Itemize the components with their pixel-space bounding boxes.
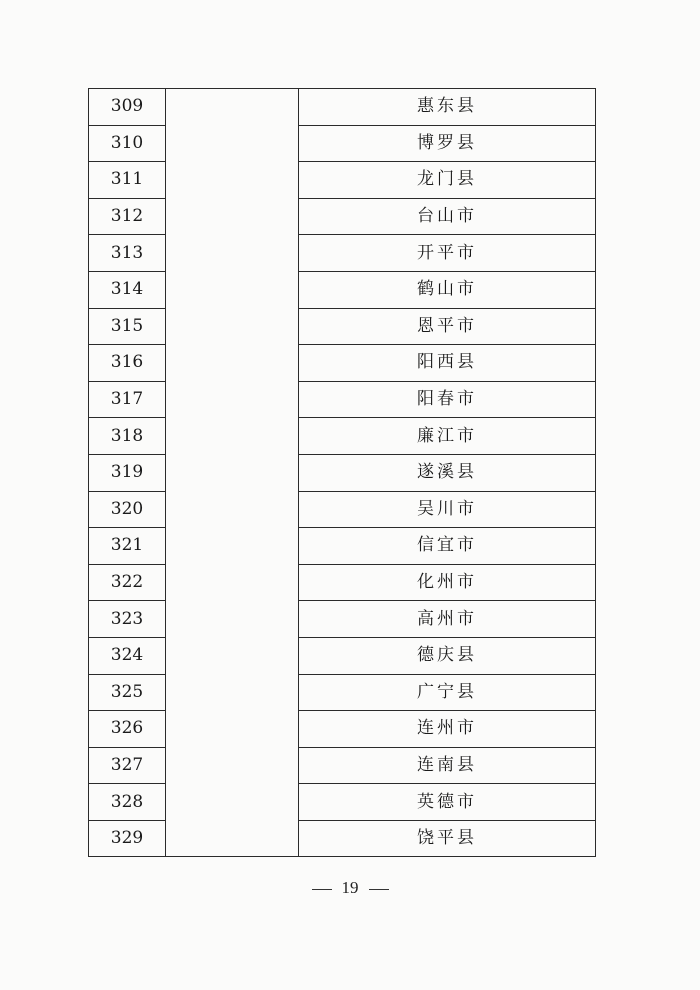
row-number-cell: 310: [89, 125, 166, 162]
table-row: [89, 747, 596, 784]
table-row: [89, 198, 596, 235]
county-name-cell: 英德市: [299, 784, 596, 821]
right-dash: [369, 889, 389, 890]
row-number-cell: 316: [89, 345, 166, 382]
table-row: [89, 235, 596, 272]
row-number-cell: 320: [89, 491, 166, 528]
row-number-cell: 319: [89, 454, 166, 491]
county-name-cell: 连南县: [299, 747, 596, 784]
page-number: 19: [341, 878, 359, 897]
county-name-cell: 吴川市: [299, 491, 596, 528]
table-body: [89, 89, 596, 857]
table-row: [89, 454, 596, 491]
row-number-cell: 326: [89, 711, 166, 748]
table-row: [89, 381, 596, 418]
table-row: [89, 711, 596, 748]
county-name-cell: 阳西县: [299, 345, 596, 382]
table-row: [89, 601, 596, 638]
county-name-cell: 化州市: [299, 564, 596, 601]
county-name-cell: 鹤山市: [299, 271, 596, 308]
county-name-cell: 博罗县: [299, 125, 596, 162]
county-name-cell: 广宁县: [299, 674, 596, 711]
row-number-cell: 323: [89, 601, 166, 638]
row-number-cell: 327: [89, 747, 166, 784]
county-name-cell: 德庆县: [299, 637, 596, 674]
row-number-cell: 329: [89, 820, 166, 857]
county-name-cell: 台山市: [299, 198, 596, 235]
row-number-cell: 314: [89, 271, 166, 308]
county-name-cell: 开平市: [299, 235, 596, 272]
county-name-cell: 高州市: [299, 601, 596, 638]
table-row: [89, 89, 596, 126]
county-name-cell: 惠东县: [299, 89, 596, 126]
row-number-cell: 317: [89, 381, 166, 418]
county-name-cell: 遂溪县: [299, 454, 596, 491]
county-name-cell: 连州市: [299, 711, 596, 748]
row-number-cell: 324: [89, 637, 166, 674]
county-name-cell: 龙门县: [299, 162, 596, 199]
table-row: [89, 784, 596, 821]
county-name-cell: 恩平市: [299, 308, 596, 345]
row-number-cell: 318: [89, 418, 166, 455]
table-row: [89, 564, 596, 601]
table-row: [89, 271, 596, 308]
row-number-cell: 328: [89, 784, 166, 821]
county-name-cell: 廉江市: [299, 418, 596, 455]
row-number-cell: 325: [89, 674, 166, 711]
table-row: [89, 528, 596, 565]
county-name-cell: 信宜市: [299, 528, 596, 565]
page-footer: [0, 878, 700, 898]
county-list-table: [88, 88, 596, 857]
table-row: [89, 418, 596, 455]
row-number-cell: 309: [89, 89, 166, 126]
table-row: [89, 308, 596, 345]
table-row: [89, 345, 596, 382]
county-name-cell: 阳春市: [299, 381, 596, 418]
table-row: [89, 491, 596, 528]
row-number-cell: 315: [89, 308, 166, 345]
county-name-cell: 饶平县: [299, 820, 596, 857]
table-row: [89, 162, 596, 199]
row-number-cell: 321: [89, 528, 166, 565]
table-row: [89, 125, 596, 162]
row-number-cell: 322: [89, 564, 166, 601]
table-row: [89, 637, 596, 674]
row-number-cell: 311: [89, 162, 166, 199]
table-row: [89, 674, 596, 711]
left-dash: [312, 889, 332, 890]
row-number-cell: 312: [89, 198, 166, 235]
table-row: [89, 820, 596, 857]
merged-empty-cell: [166, 89, 299, 857]
row-number-cell: 313: [89, 235, 166, 272]
